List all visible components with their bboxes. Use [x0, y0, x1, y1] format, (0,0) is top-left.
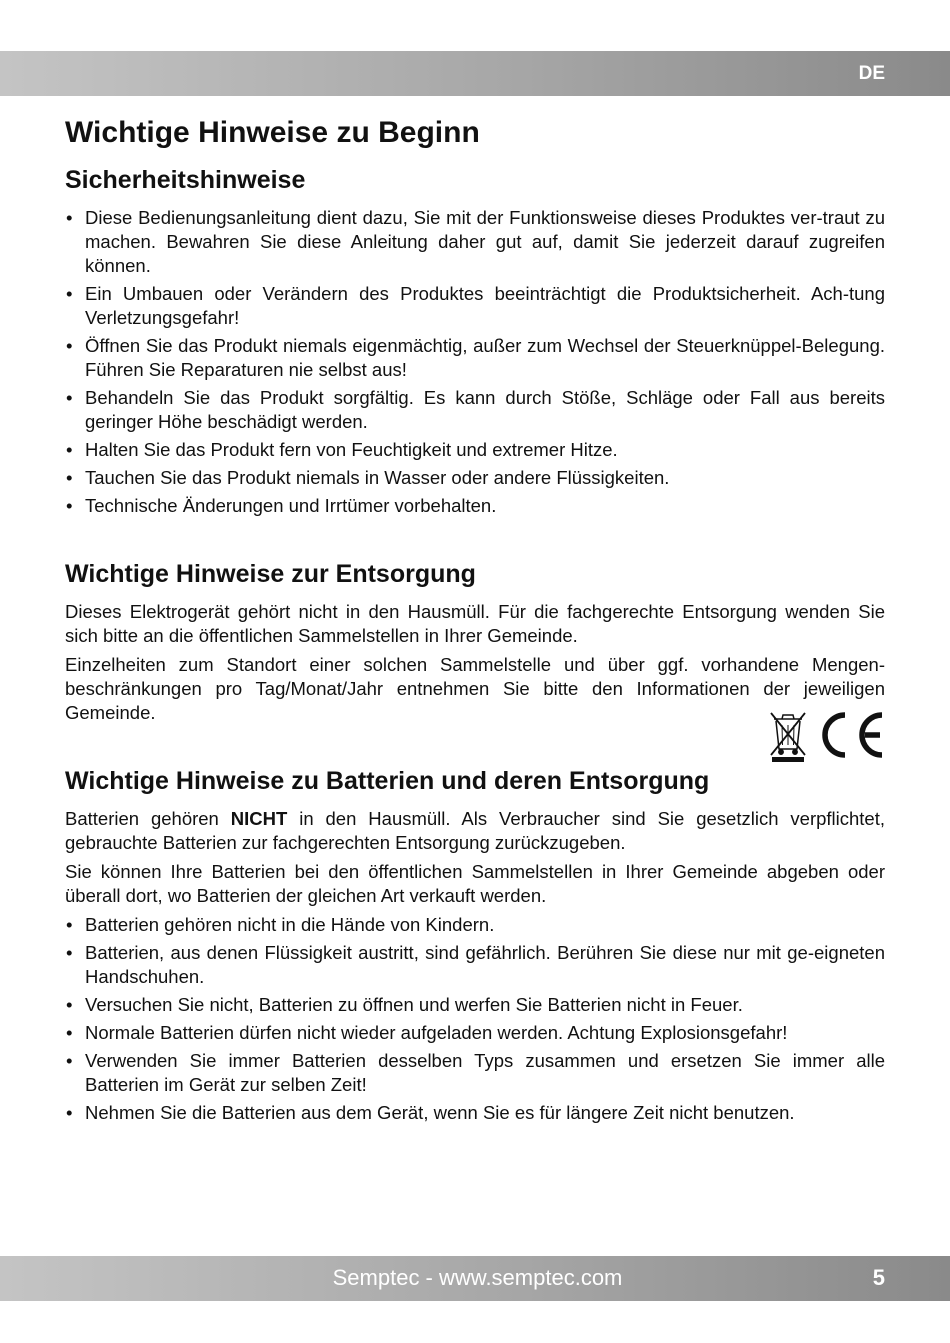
- footer-text: Semptec - www.semptec.com: [332, 1265, 623, 1290]
- page-title: Wichtige Hinweise zu Beginn: [65, 116, 480, 149]
- language-label: DE: [858, 63, 885, 84]
- ce-mark-icon: [825, 715, 882, 755]
- disposal-paragraph: Einzelheiten zum Standort einer solchen Sammelstelle und über ggf. vorhandene Mengen-beschränkungen pro Tag/Monat/Jahr entnehmen Sie bitte den Informationen der jeweiligen Gemeinde.: [65, 654, 885, 723]
- compliance-marks: [768, 707, 888, 763]
- header-bar: [0, 51, 950, 96]
- text-span: in den Hausmüll. Als Verbraucher sind Sie gesetzlich verpflichtet, gebrauchte Batterien zur fachgerechten Entsorgung zurückzugeben.: [65, 808, 885, 853]
- list-item: • Normale Batterien dürfen nicht wieder aufgeladen werden. Achtung Explosionsgefahr!: [65, 1021, 885, 1045]
- disposal-heading: Wichtige Hinweise zur Entsorgung: [65, 560, 476, 588]
- weee-bin-icon: [771, 713, 805, 762]
- list-item: • Verwenden Sie immer Batterien desselben Typs zusammen und ersetzen Sie immer alle Batterien im Gerät zur selben Zeit!: [65, 1049, 885, 1097]
- batteries-list: [65, 913, 885, 1125]
- batteries-paragraph: [65, 807, 885, 855]
- batteries-heading: Wichtige Hinweise zu Batterien und deren Entsorgung: [65, 767, 710, 795]
- weee-ce-marks: [768, 707, 888, 763]
- page-content: [65, 114, 885, 1129]
- safety-list: [65, 206, 885, 518]
- list-item: • Halten Sie das Produkt fern von Feuchtigkeit und extremer Hitze.: [65, 438, 885, 462]
- list-item: • Tauchen Sie das Produkt niemals in Wasser oder andere Flüssigkeiten.: [65, 466, 885, 490]
- list-item: • Technische Änderungen und Irrtümer vorbehalten.: [65, 494, 885, 518]
- list-item: • Öffnen Sie das Produkt niemals eigenmächtig, außer zum Wechsel der Steuerknüppel-Belegung. Führen Sie Reparaturen nie selbst aus!: [65, 334, 885, 382]
- batteries-paragraph: Sie können Ihre Batterien bei den öffentlichen Sammelstellen in Ihrer Gemeinde abgeben oder überall dort, wo Batterien der gleichen Art verkauft werden.: [65, 861, 885, 906]
- list-item: • Ein Umbauen oder Verändern des Produktes beeinträchtigt die Produktsicherheit. Ach-tung Verletzungsgefahr!: [65, 282, 885, 330]
- text-span: Batterien gehören: [65, 808, 231, 829]
- footer-bar: [0, 1256, 950, 1301]
- list-item: • Batterien, aus denen Flüssigkeit austritt, sind gefährlich. Berühren Sie diese nur mit ge-eigneten Handschuhen.: [65, 941, 885, 989]
- safety-heading: Sicherheitshinweise: [65, 166, 306, 194]
- list-item: • Batterien gehören nicht in die Hände von Kindern.: [65, 913, 885, 937]
- list-item: • Nehmen Sie die Batterien aus dem Gerät, wenn Sie es für längere Zeit nicht benutzen.: [65, 1101, 885, 1125]
- page-number: 5: [872, 1265, 885, 1290]
- list-item: • Versuchen Sie nicht, Batterien zu öffnen und werfen Sie Batterien nicht in Feuer.: [65, 993, 885, 1017]
- emphasis-text: NICHT: [230, 808, 288, 829]
- disposal-paragraph: Dieses Elektrogerät gehört nicht in den Hausmüll. Für die fachgerechte Entsorgung wenden Sie sich bitte an die öffentlichen Sammelstellen in Ihrer Gemeinde.: [65, 601, 885, 646]
- list-item: • Diese Bedienungsanleitung dient dazu, Sie mit der Funktionsweise dieses Produktes ver-traut zu machen. Bewahren Sie diese Anleitung daher gut auf, damit Sie jederzeit darauf zugreifen können.: [65, 206, 885, 278]
- list-item: • Behandeln Sie das Produkt sorgfältig. Es kann durch Stöße, Schläge oder Fall aus bereits geringer Höhe beschädigt werden.: [65, 386, 885, 434]
